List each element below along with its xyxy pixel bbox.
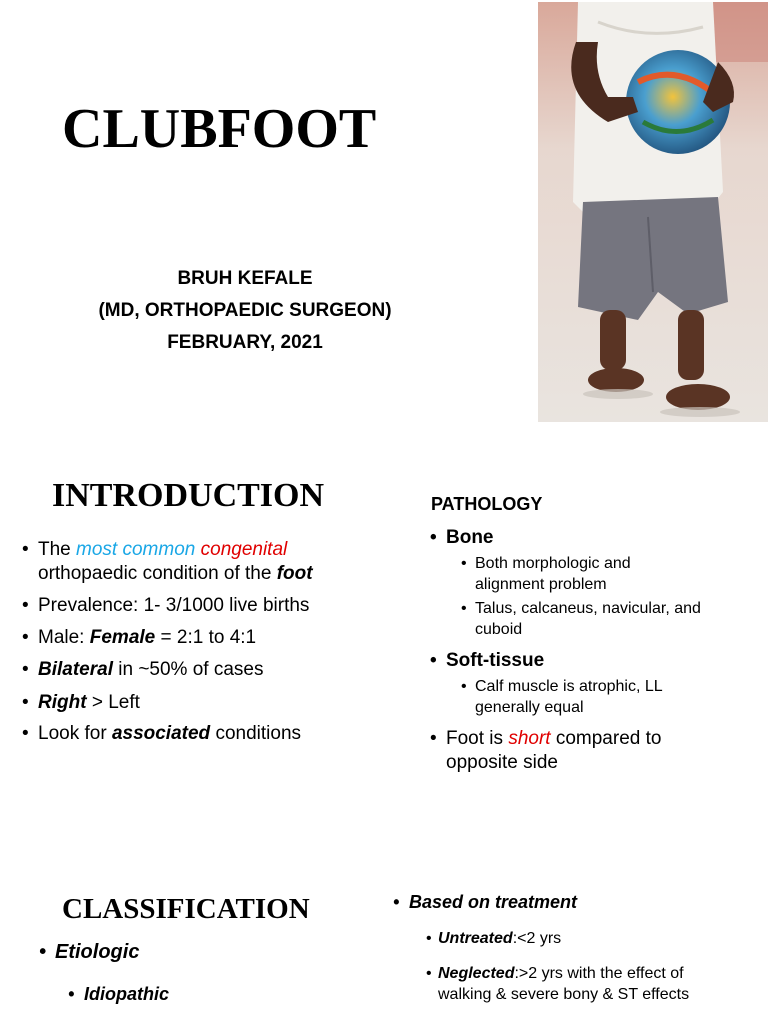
bone-sub-1: • Both morphologic and alignment problem	[475, 553, 631, 595]
author-block	[80, 263, 410, 359]
classification-title: CLASSIFICATION	[62, 893, 310, 925]
intro-bullet-5: • Right > Left	[38, 691, 140, 715]
pathology-heading: PATHOLOGY	[431, 494, 543, 514]
treatment-untreated: • Untreated:<2 yrs	[438, 928, 561, 949]
pathology-soft-tissue: • Soft-tissue	[446, 649, 544, 673]
intro-bullet-4: • Bilateral in ~50% of cases	[38, 658, 264, 682]
author-role: (MD, ORTHOPAEDIC SURGEON)	[98, 300, 392, 321]
classification-etiologic: • Etiologic	[55, 940, 139, 964]
intro-bullet-1: • The most common congenital orthopaedic condition of the foot	[38, 538, 398, 586]
classification-based-on-treatment: • Based on treatment	[409, 890, 577, 914]
child-with-ball-photo	[538, 2, 768, 422]
classification-idiopathic: • Idiopathic	[84, 982, 169, 1006]
soft-tissue-sub-1: • Calf muscle is atrophic, LL generally equal	[475, 676, 663, 718]
author-name: BRUH KEFALE	[177, 268, 313, 289]
intro-bullet-6: • Look for associated conditions	[38, 722, 301, 746]
pathology-bone: • Bone	[446, 526, 494, 550]
pathology-foot-short: • Foot is short compared to opposite side	[446, 727, 661, 775]
intro-bullet-3: • Male: Female = 2:1 to 4:1	[38, 626, 256, 650]
bone-sub-2: • Talus, calcaneus, navicular, and cuboid	[475, 598, 701, 640]
presentation-date: FEBRUARY, 2021	[167, 332, 323, 353]
slide-title: CLUBFOOT	[62, 98, 377, 160]
classification-slide	[0, 850, 768, 1024]
introduction-slide	[0, 440, 768, 830]
treatment-neglected: • Neglected:>2 yrs with the effect of walking & severe bony & ST effects	[438, 963, 689, 1005]
intro-bullet-2: • Prevalence: 1- 3/1000 live births	[38, 594, 309, 618]
introduction-title: INTRODUCTION	[52, 477, 325, 514]
title-slide	[0, 0, 768, 430]
